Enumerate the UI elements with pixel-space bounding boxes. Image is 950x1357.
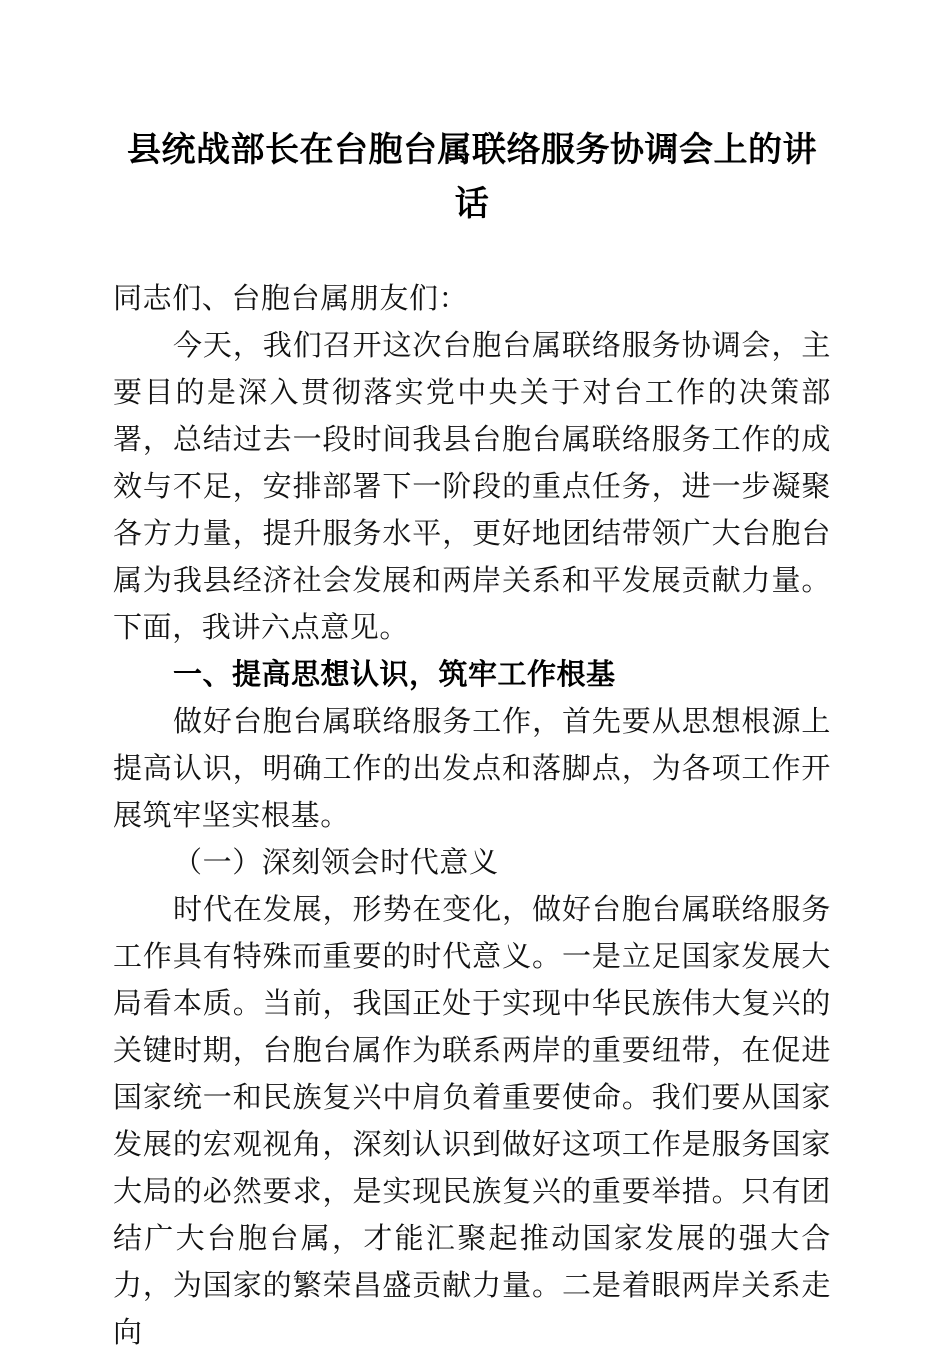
paragraph-subsection-1-1-body: 时代在发展，形势在变化，做好台胞台属联络服务工作具有特殊而重要的时代意义。一是立足国家发展大局看本质。当前，我国正处于实现中华民族伟大复兴的关键时期，台胞台属作为联系两岸的重要纽带，在促进国家统一和民族复兴中肩负着重要使命。我们要从国家发展的宏观视角，深刻认识到做好这项工作是服务国家大局的必然要求，是实现民族复兴的重要举措。只有团结广大台胞台属，才能汇聚起推动国家发展的强大合力，为国家的繁荣昌盛贡献力量。二是着眼两岸关系走向 — [113, 894, 831, 1349]
paragraph-section-1-intro: 做好台胞台属联络服务工作，首先要从思想根源上提高认识，明确工作的出发点和落脚点，为各项工作开展筑牢坚实根基。 — [113, 706, 831, 832]
paragraph-opening: 今天，我们召开这次台胞台属联络服务协调会，主要目的是深入贯彻落实党中央关于对台工作的决策部署，总结过去一段时间我县台胞台属联络服务工作的成效与不足，安排部署下一阶段的重点任务，进一步凝聚各方力量，提升服务水平，更好地团结带领广大台胞台属为我县经济社会发展和两岸关系和平发展贡献力量。下面，我讲六点意见。 — [113, 330, 831, 644]
section-heading-1: 一、提高思想认识，筑牢工作根基 — [173, 659, 616, 691]
document-body — [113, 276, 831, 1357]
page-title: 县统战部长在台胞台属联络服务协调会上的讲话 — [127, 132, 817, 223]
document-content-column — [113, 0, 831, 1357]
subsection-heading-1-1: （一）深刻领会时代意义 — [173, 847, 499, 879]
salutation-line: 同志们、台胞台属朋友们： — [113, 283, 469, 315]
